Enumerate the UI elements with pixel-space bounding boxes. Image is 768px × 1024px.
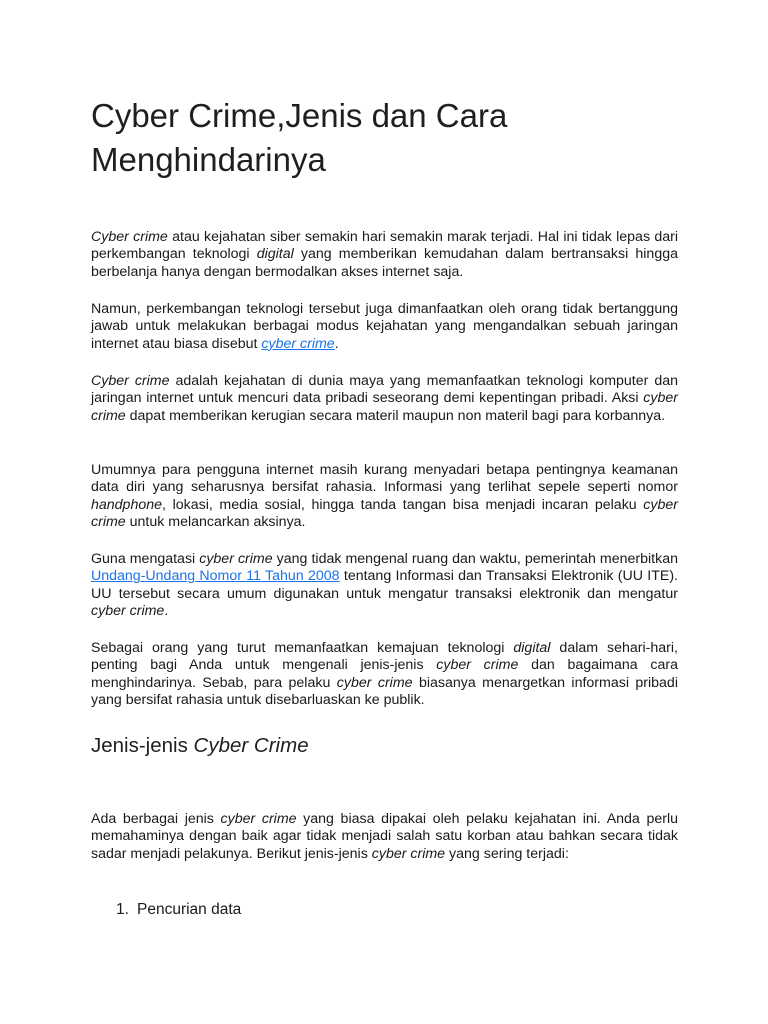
italic-term: Cyber crime: [91, 373, 170, 389]
italic-term: cyber crime: [91, 390, 678, 424]
paragraph-text: Umumnya para pengguna internet masih kurang menyadari betapa pentingnya keamanan data diri yang seharusnya bersifat rahasia. Informasi yang terlihat sepele seperti nomor: [91, 462, 678, 496]
italic-term: cyber crime: [199, 551, 273, 567]
heading-italic-text: Cyber Crime: [193, 734, 309, 757]
section-heading-jenis: [91, 733, 309, 759]
paragraph-text: dalam sehari-hari, penting bagi Anda untuk mengenali jenis-jenis: [91, 640, 678, 674]
list-item-number: 1.: [116, 901, 129, 918]
uu-ite-link[interactable]: Undang-Undang Nomor 11 Tahun 2008: [91, 568, 340, 585]
paragraph-sebagai: [91, 640, 678, 709]
italic-term: cyber crime: [436, 657, 519, 674]
paragraph-text: dan bagaimana cara menghindarinya. Sebab, para pelaku: [91, 657, 678, 691]
paragraph-jenis-intro: [91, 811, 678, 863]
page-title: Cyber Crime,Jenis dan Cara Menghindarinya: [91, 97, 508, 178]
paragraph-text: biasanya menargetkan informasi pribadi yang bersifat rahasia untuk disebarluaskan ke publik.: [91, 674, 678, 708]
paragraph-text: atau kejahatan siber semakin hari semakin marak terjadi. Hal ini tidak lepas dari perkembangan teknologi: [91, 229, 678, 263]
italic-term: cyber crime: [91, 602, 165, 619]
paragraph-text: yang tidak mengenal ruang dan waktu, pemerintah menerbitkan: [272, 551, 678, 567]
paragraph-text: adalah kejahatan di dunia maya yang memanfaatkan teknologi komputer dan jaringan internet untuk mencuri data pribadi seseorang demi kepentingan pribadi. Aksi: [91, 373, 678, 407]
list-item: [116, 900, 241, 920]
cyber-crime-link[interactable]: cyber crime: [261, 335, 335, 352]
paragraph-uu-ite: [91, 551, 678, 620]
paragraph-text: tentang Informasi dan Transaksi Elektronik (UU ITE). UU tersebut secara umum digunakan untuk mengatur transaksi elektronik dan mengatur: [91, 568, 678, 602]
paragraph-text: .: [164, 602, 169, 619]
paragraph-definition: [91, 373, 678, 425]
paragraph-text: yang memberikan kemudahan dalam bertransaksi hingga berbelanja hanya dengan bermodalkan akses internet saja.: [91, 246, 678, 280]
italic-term: handphone: [91, 496, 163, 513]
paragraph-text: Sebagai orang yang turut memanfaatkan kemajuan teknologi: [91, 640, 514, 656]
paragraph-text: .: [334, 335, 339, 352]
paragraph-awareness: [91, 462, 678, 531]
paragraph-namun: [91, 301, 678, 353]
paragraph-text: dapat memberikan kerugian secara materil maupun non materil bagi para korbannya.: [125, 407, 666, 424]
italic-term: digital: [256, 246, 294, 263]
paragraph-text: , lokasi, media sosial, hingga tanda tangan bisa menjadi incaran pelaku: [162, 496, 644, 513]
paragraph-text: Ada berbagai jenis: [91, 811, 221, 827]
paragraph-text: yang biasa dipakai oleh pelaku kejahatan ini. Anda perlu memahaminya dengan baik agar tidak menjadi salah satu korban atau bahkan secara tidak sadar menjadi pelakunya. Berikut jenis-jenis: [91, 811, 678, 862]
paragraph-intro: [91, 229, 678, 281]
italic-term: cyber crime: [220, 811, 297, 827]
paragraph-text: Guna mengatasi: [91, 551, 200, 567]
italic-term: digital: [513, 640, 551, 656]
paragraph-text: yang sering terjadi:: [445, 845, 569, 862]
paragraph-text: untuk melancarkan aksinya.: [125, 513, 306, 530]
italic-term: cyber crime: [336, 674, 413, 691]
jenis-list: [116, 900, 241, 920]
italic-term: cyber crime: [371, 845, 446, 862]
paragraph-text: Namun, perkembangan teknologi tersebut juga dimanfaatkan oleh orang tidak bertanggung jawab untuk melakukan berbagai modus kejahatan yang mengandalkan sebuah jaringan internet atau biasa disebut: [91, 301, 678, 352]
heading-text: Jenis-jenis: [91, 734, 194, 757]
italic-term: cyber crime: [91, 496, 678, 530]
italic-term: Cyber crime: [91, 229, 168, 245]
list-item-label: Pencurian data: [137, 901, 242, 918]
